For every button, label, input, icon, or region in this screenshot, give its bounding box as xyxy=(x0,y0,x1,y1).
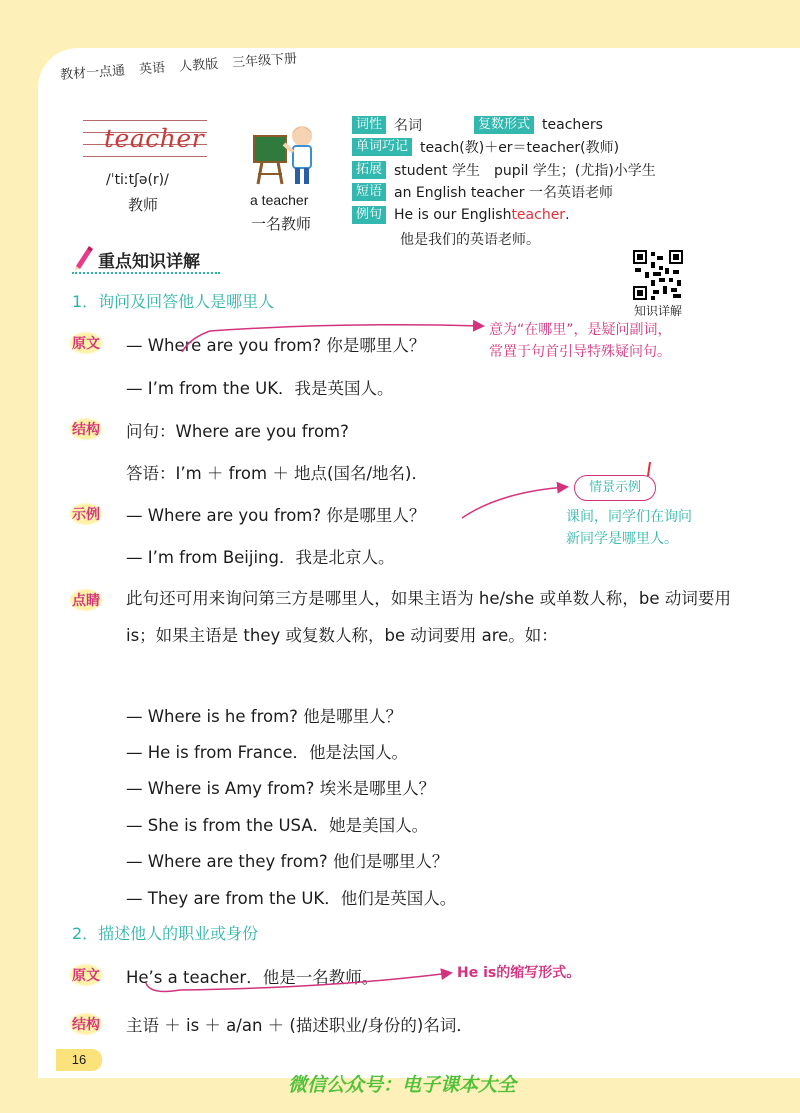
example-sentence-after: . xyxy=(565,207,570,223)
info-row-part-of-speech xyxy=(352,115,603,135)
tag-example-sentence: 例句 xyxy=(352,206,386,224)
example-sentence-highlight: teacher xyxy=(511,207,566,223)
header-subject: 英语 xyxy=(138,60,166,78)
point1-structure-answer: 答语：I’m ＋ from ＋ 地点(国名/地名)． xyxy=(126,464,428,483)
scene-example-bubble: 情景示例 xyxy=(574,475,656,501)
point1-tip-text: 此句还可用来询问第三方是哪里人，如果主语为 he/she 或单数人称，be 动词要用 is；如果主语是 they 或复数人称，be 动词要用 are。如： xyxy=(126,589,731,645)
note-where-line2: 常置于句首引导特殊疑问句。 xyxy=(489,344,671,360)
example-sentence-before: He is our English xyxy=(394,207,512,223)
label-structure: 结构 xyxy=(68,417,104,441)
scene-note-line2: 新同学是哪里人。 xyxy=(566,531,678,547)
tag-memory-tip: 单词巧记 xyxy=(352,138,412,156)
example-translation: 他是我们的英语老师。 xyxy=(400,232,540,248)
teacher-illustration xyxy=(252,118,324,190)
point2-structure: 主语 ＋ is ＋ a/an ＋ (描述职业/身份的)名词． xyxy=(126,1016,473,1035)
phrase-value: an English teacher 一名英语老师 xyxy=(394,185,613,201)
plural-value: teachers xyxy=(542,117,603,133)
section-underline xyxy=(72,272,220,274)
memory-tip-value: teach(教)＋er＝teacher(教师) xyxy=(420,140,620,156)
extension-value: student 学生 pupil 学生；(尤指)小学生 xyxy=(394,163,656,179)
point1-heading: 1．询问及回答他人是哪里人 xyxy=(72,292,275,311)
point1-example-answer: — I’m from Beijing．我是北京人。 xyxy=(126,548,395,567)
scene-note-line1: 课间，同学们在询问 xyxy=(566,509,692,525)
part-of-speech-value: 名词 xyxy=(394,118,423,134)
tip-example-1: — Where is he from? 他是哪里人？ xyxy=(126,707,403,726)
header-edition: 人教版 xyxy=(178,56,219,75)
label-structure-2: 结构 xyxy=(68,1012,104,1036)
info-row-memory-tip xyxy=(352,137,619,157)
header-book: 教材一点通 xyxy=(59,63,126,83)
point1-structure-question: 问句：Where are you from? xyxy=(126,422,349,441)
note-where-line1: 意为“在哪里”，是疑问副词， xyxy=(489,322,672,338)
point1-example-question: — Where are you from? 你是哪里人？ xyxy=(126,506,426,525)
picture-caption-cn: 一名教师 xyxy=(251,215,312,233)
tag-extension: 拓展 xyxy=(352,161,386,179)
tag-part-of-speech: 词性 xyxy=(352,116,386,134)
point2-heading: 2．描述他人的职业或身份 xyxy=(72,924,259,943)
label-example: 示例 xyxy=(68,502,104,526)
picture-caption-en: a teacher xyxy=(250,192,309,208)
info-row-extension xyxy=(352,160,656,180)
point2-original: He’s a teacher．他是一名教师。 xyxy=(126,968,379,987)
headword: teacher xyxy=(104,124,205,153)
pencil-icon xyxy=(72,246,94,270)
footer-watermark: 微信公众号：电子课本大全 xyxy=(288,1074,517,1096)
tip-example-2: — He is from France．他是法国人。 xyxy=(126,743,408,762)
header-grade: 三年级下册 xyxy=(231,51,298,71)
tip-example-6: — They are from the UK．他们是英国人。 xyxy=(126,889,457,908)
tip-example-4: — She is from the USA．她是美国人。 xyxy=(126,816,429,835)
label-tip: 点睛 xyxy=(68,588,104,612)
qr-caption: 知识详解 xyxy=(634,304,683,318)
tag-phrase: 短语 xyxy=(352,183,386,201)
qr-code-icon[interactable] xyxy=(632,250,684,300)
point1-original-question: — Where are you from? 你是哪里人？ xyxy=(126,336,426,355)
tip-example-3: — Where is Amy from? 埃米是哪里人？ xyxy=(126,779,436,798)
point1-original-answer: — I’m from the UK．我是英国人。 xyxy=(126,379,394,398)
section-title: 重点知识详解 xyxy=(98,252,200,272)
info-row-example xyxy=(352,205,570,225)
label-original: 原文 xyxy=(68,331,104,355)
tag-plural: 复数形式 xyxy=(474,116,534,134)
word-meaning: 教师 xyxy=(128,196,159,214)
page-number: 16 xyxy=(56,1049,102,1071)
info-row-phrase xyxy=(352,182,613,202)
page-background-left xyxy=(0,0,40,1113)
label-original-2: 原文 xyxy=(68,963,104,987)
tip-example-5: — Where are they from? 他们是哪里人？ xyxy=(126,852,449,871)
note-contraction: He is的缩写形式。 xyxy=(457,965,581,981)
phonetic-transcription: /ˈtiːtʃə(r)/ xyxy=(106,172,169,188)
